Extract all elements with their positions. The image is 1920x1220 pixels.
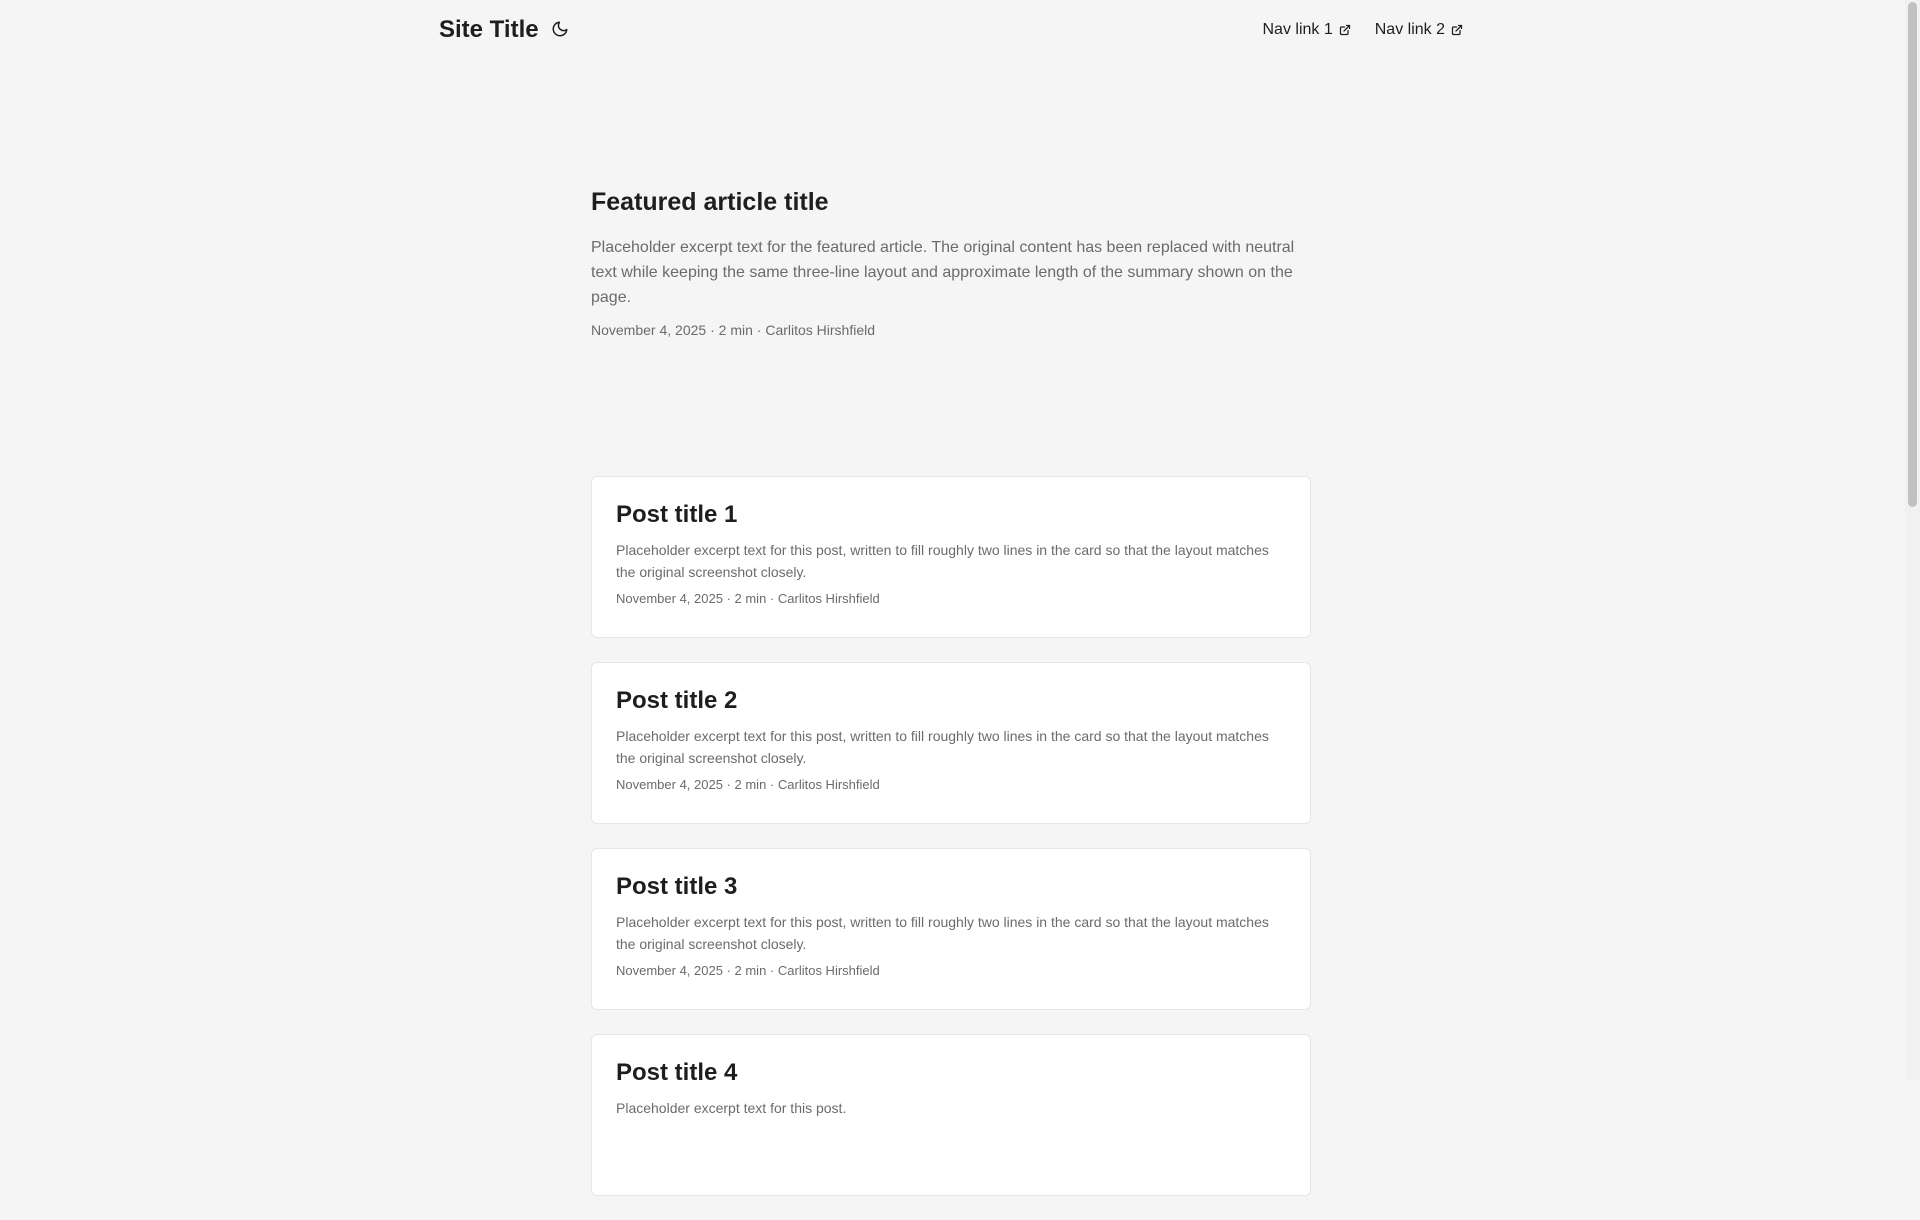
post-excerpt: Placeholder excerpt text for this post. <box>616 1100 847 1116</box>
post-meta <box>616 591 1286 606</box>
post-excerpt: Placeholder excerpt text for this post, written to fill roughly two lines in the card so that the layout matches the original screenshot closely. <box>616 542 1269 580</box>
read-time: 2 min <box>734 777 767 792</box>
featured-article[interactable] <box>591 188 1311 338</box>
separator: · <box>766 591 778 606</box>
post-date: November 4, 2025 <box>616 777 723 792</box>
site-header <box>439 0 1463 60</box>
post-list <box>591 476 1311 1220</box>
post-date: November 4, 2025 <box>616 591 723 606</box>
separator: · <box>706 322 719 338</box>
nav-link-2[interactable] <box>1375 21 1463 39</box>
post-card[interactable] <box>591 1034 1311 1196</box>
vertical-scrollbar[interactable] <box>1905 0 1920 1080</box>
post-author: Carlitos Hirshfield <box>777 591 880 606</box>
post-card[interactable] <box>591 476 1311 638</box>
scrollbar-thumb[interactable] <box>1908 2 1917 507</box>
post-author: Carlitos Hirshfield <box>765 322 876 338</box>
top-nav <box>1263 21 1464 39</box>
external-link-icon <box>1451 24 1463 36</box>
post-title[interactable]: Post title 1 <box>616 501 738 528</box>
separator: · <box>766 963 778 978</box>
nav-link-1[interactable] <box>1263 21 1351 39</box>
site-title-link[interactable]: Site Title <box>439 16 539 43</box>
featured-title[interactable]: Featured article title <box>591 188 829 216</box>
external-link-icon <box>1339 24 1351 36</box>
logo-area <box>439 16 571 44</box>
post-card[interactable] <box>591 848 1311 1010</box>
post-excerpt: Placeholder excerpt text for this post, written to fill roughly two lines in the card so that the layout matches the original screenshot closely. <box>616 728 1269 766</box>
nav-link-label: Nav link 2 <box>1374 21 1445 38</box>
separator: · <box>766 777 778 792</box>
post-author: Carlitos Hirshfield <box>777 963 880 978</box>
nav-link-label: Nav link 1 <box>1262 21 1333 38</box>
moon-icon[interactable] <box>551 20 571 40</box>
post-meta <box>616 777 1286 792</box>
post-title[interactable]: Post title 4 <box>616 1059 738 1086</box>
post-author: Carlitos Hirshfield <box>777 777 880 792</box>
post-meta <box>616 963 1286 978</box>
post-title[interactable]: Post title 3 <box>616 873 738 900</box>
post-date: November 4, 2025 <box>616 963 723 978</box>
post-excerpt: Placeholder excerpt text for this post, written to fill roughly two lines in the card so that the layout matches the original screenshot closely. <box>616 914 1269 952</box>
read-time: 2 min <box>734 963 767 978</box>
featured-excerpt: Placeholder excerpt text for the featured article. The original content has been replaced with neutral text while keeping the same three-line layout and approximate length of the summary shown on the page. <box>591 239 1295 306</box>
separator: · <box>722 591 735 606</box>
read-time: 2 min <box>718 322 753 338</box>
separator: · <box>752 322 766 338</box>
post-title[interactable]: Post title 2 <box>616 687 738 714</box>
separator: · <box>722 777 735 792</box>
read-time: 2 min <box>734 591 767 606</box>
featured-meta <box>591 322 1311 338</box>
post-date: November 4, 2025 <box>591 322 707 338</box>
separator: · <box>722 963 735 978</box>
post-card[interactable] <box>591 662 1311 824</box>
